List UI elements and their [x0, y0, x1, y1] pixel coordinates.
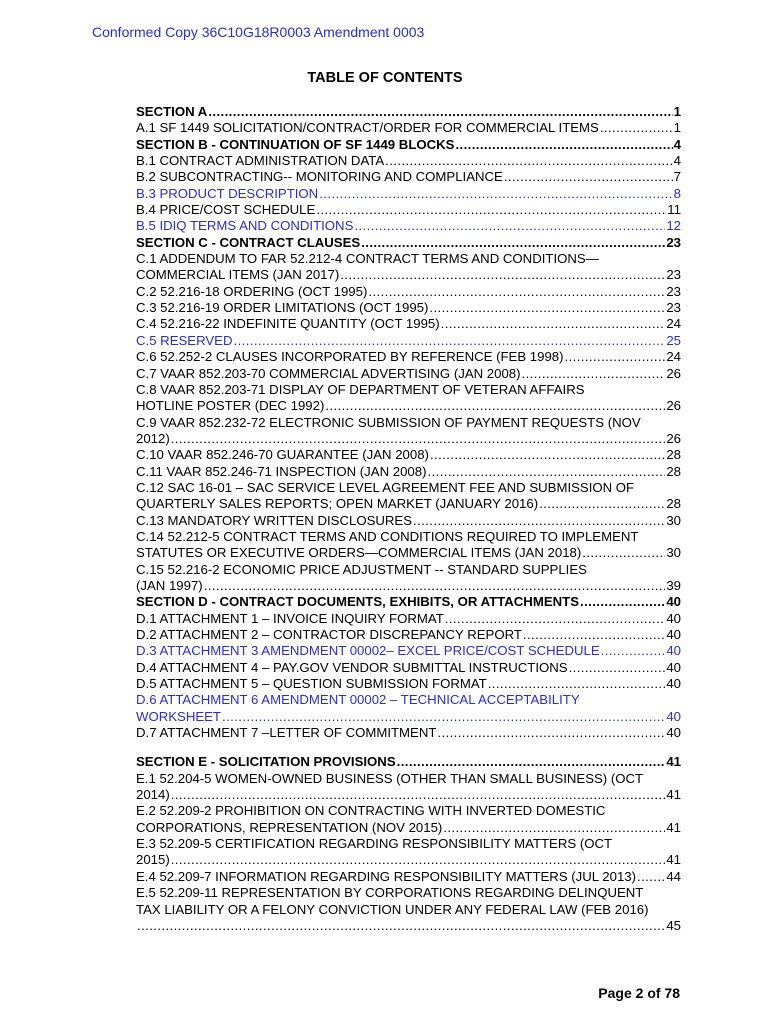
toc-entry[interactable]	[136, 382, 681, 415]
toc-entry[interactable]	[136, 562, 681, 595]
toc-entry[interactable]	[136, 137, 681, 153]
toc-entry-line: E.1 52.204-5 WOMEN-OWNED BUSINESS (OTHER THAN SMALL BUSINESS) (OCT	[136, 770, 644, 786]
toc-entry-line: E.3 52.209-5 CERTIFICATION REGARDING RESPONSIBILITY MATTERS (OCT	[136, 836, 613, 852]
toc-page-number: 30	[666, 512, 681, 528]
toc-page-number: 26	[666, 365, 681, 381]
toc-page-number: 41	[666, 787, 681, 803]
dot-leader	[437, 725, 665, 741]
dot-leader	[637, 869, 665, 885]
toc-entry[interactable]	[136, 447, 681, 463]
toc-entry[interactable]	[136, 643, 681, 659]
toc-entry[interactable]	[136, 284, 681, 300]
toc-page-number: 23	[666, 300, 681, 316]
toc-page-number: 40	[666, 610, 681, 626]
toc-entry-title: C.11 VAAR 852.246-71 INSPECTION (JAN 2008)	[136, 463, 427, 479]
dot-leader	[340, 267, 665, 283]
toc-entry[interactable]	[136, 104, 681, 120]
toc-entry-title: D.2 ATTACHMENT 2 – CONTRACTOR DISCREPANCY REPORT	[136, 627, 522, 642]
toc-page-number: 45	[666, 917, 681, 933]
toc-page-number: 8	[673, 185, 681, 201]
toc-page-number: 24	[666, 349, 681, 365]
toc-page-number: 40	[666, 659, 681, 675]
toc-entry[interactable]	[136, 836, 681, 869]
toc-page-number: 23	[666, 267, 681, 283]
toc-entry[interactable]	[136, 803, 681, 836]
dot-leader	[368, 284, 665, 300]
dot-leader	[565, 349, 666, 365]
toc-entry-title: SECTION D - CONTRACT DOCUMENTS, EXHIBITS, OR ATTACHMENTS	[136, 594, 579, 610]
toc-page-number: 7	[673, 169, 681, 185]
toc-page-number: 30	[666, 545, 681, 561]
dot-leader	[222, 709, 665, 725]
toc-page-number: 40	[666, 725, 681, 741]
dot-leader	[397, 754, 666, 770]
toc-entry-title: B.4 PRICE/COST SCHEDULE	[136, 202, 316, 218]
toc-entry[interactable]	[136, 202, 681, 218]
toc-entry-title: B.1 CONTRACT ADMINISTRATION DATA	[136, 153, 385, 169]
toc-entry-line: C.8 VAAR 852.203-71 DISPLAY OF DEPARTMENT OF VETERAN AFFAIRS	[136, 381, 585, 397]
toc-page-number: 11	[667, 202, 681, 218]
dot-leader	[171, 852, 666, 868]
toc-page-number: 28	[666, 447, 681, 463]
toc-entry-title: E.4 52.209-7 INFORMATION REGARDING RESPONSIBILITY MATTERS (JUL 2013)	[136, 868, 637, 884]
toc-entry[interactable]	[136, 513, 681, 529]
table-of-contents	[136, 104, 681, 934]
toc-entry-title: WORKSHEET	[136, 708, 221, 724]
toc-page-number: 4	[673, 153, 681, 169]
dot-leader	[455, 137, 672, 153]
toc-entry-line: C.9 VAAR 852.232-72 ELECTRONIC SUBMISSION OF PAYMENT REQUESTS (NOV	[136, 414, 641, 430]
toc-entry-title: CORPORATIONS, REPRESENTATION (NOV 2015)	[136, 819, 443, 835]
dot-leader	[443, 820, 665, 836]
toc-page-number: 28	[666, 496, 681, 512]
toc-page-number: 23	[666, 283, 681, 299]
toc-page-number: 25	[666, 332, 681, 348]
toc-entry-title: 2015)	[136, 852, 170, 868]
document-header: Conformed Copy 36C10G18R0003 Amendment 0003	[92, 24, 425, 40]
toc-page-number: 12	[666, 218, 681, 234]
dot-leader	[137, 918, 665, 934]
dot-leader	[488, 676, 666, 692]
toc-entry[interactable]	[136, 529, 681, 562]
dot-leader	[600, 120, 673, 136]
toc-entry-title: C.5 RESERVED	[136, 332, 233, 348]
toc-page-number: 24	[666, 316, 681, 332]
toc-entry[interactable]	[136, 692, 681, 725]
toc-entry-title: C.3 52.216-19 ORDER LIMITATIONS (OCT 1995)	[136, 300, 429, 316]
dot-leader	[523, 627, 665, 643]
toc-entry[interactable]	[136, 366, 681, 382]
toc-page-number: 41	[666, 754, 681, 770]
toc-entry-title: C.4 52.216-22 INDEFINITE QUANTITY (OCT 1995)	[136, 316, 440, 332]
toc-entry-title: QUARTERLY SALES REPORTS; OPEN MARKET (JANUARY 2016)	[136, 496, 539, 512]
toc-page-number: 40	[666, 594, 681, 610]
dot-leader	[316, 202, 666, 218]
toc-entry-title: C.6 52.252-2 CLAUSES INCORPORATED BY REFERENCE (FEB 1998)	[136, 349, 564, 365]
toc-page-number: 1	[673, 120, 681, 136]
toc-entry-title: 2012)	[136, 430, 170, 446]
toc-entry[interactable]	[136, 120, 681, 136]
toc-entry-title: COMMERCIAL ITEMS (JAN 2017)	[136, 267, 340, 283]
toc-entry-line: C.1 ADDENDUM TO FAR 52.212-4 CONTRACT TERMS AND CONDITIONS—	[136, 251, 599, 267]
dot-leader	[171, 787, 666, 803]
toc-page-number: 40	[666, 643, 681, 659]
toc-entry-title: B.2 SUBCONTRACTING-- MONITORING AND COMPLIANCE	[136, 169, 503, 185]
toc-entry-line: C.14 52.212-5 CONTRACT TERMS AND CONDITIONS REQUIRED TO IMPLEMENT	[136, 528, 639, 544]
toc-entry[interactable]	[136, 333, 681, 349]
toc-entry-line: E.5 52.209-11 REPRESENTATION BY CORPORATIONS REGARDING DELINQUENT	[136, 885, 644, 901]
toc-entry-title: D.5 ATTACHMENT 5 – QUESTION SUBMISSION FORMAT	[136, 676, 487, 692]
dot-leader	[319, 186, 672, 202]
toc-entry[interactable]	[136, 316, 681, 332]
toc-entry-title: B.3 PRODUCT DESCRIPTION	[136, 185, 319, 201]
toc-entry-title: C.13 MANDATORY WRITTEN DISCLOSURES	[136, 512, 413, 528]
toc-entry[interactable]	[136, 611, 681, 627]
toc-entry[interactable]	[136, 885, 681, 934]
toc-entry[interactable]	[136, 627, 681, 643]
dot-leader	[522, 366, 666, 382]
dot-leader	[208, 104, 672, 120]
dot-leader	[580, 594, 665, 610]
toc-entry-title: D.7 ATTACHMENT 7 –LETTER OF COMMITMENT	[136, 725, 437, 741]
toc-page-number: 41	[666, 852, 681, 868]
dot-leader	[569, 660, 666, 676]
toc-entry[interactable]	[136, 251, 681, 284]
toc-page-number: 39	[666, 577, 681, 593]
toc-entry-line: E.2 52.209-2 PROHIBITION ON CONTRACTING WITH INVERTED DOMESTIC	[136, 803, 606, 819]
toc-entry-title: STATUTES OR EXECUTIVE ORDERS—COMMERCIAL ITEMS (JAN 2018)	[136, 545, 582, 561]
toc-entry-title: A.1 SF 1449 SOLICITATION/CONTRACT/ORDER FOR COMMERCIAL ITEMS	[136, 120, 599, 136]
dot-leader	[413, 513, 665, 529]
toc-entry[interactable]	[136, 869, 681, 885]
toc-entry[interactable]	[136, 300, 681, 316]
toc-entry-title: C.10 VAAR 852.246-70 GUARANTEE (JAN 2008)	[136, 447, 429, 463]
toc-entry[interactable]	[136, 415, 681, 448]
dot-leader	[430, 447, 665, 463]
toc-entry[interactable]	[136, 235, 681, 251]
dot-leader	[354, 218, 665, 234]
toc-entry-title: SECTION E - SOLICITATION PROVISIONS	[136, 754, 396, 770]
dot-leader	[325, 398, 665, 414]
dot-leader	[385, 153, 673, 169]
page-number: Page 2 of 78	[598, 985, 680, 1001]
toc-entry-line: C.12 SAC 16-01 – SAC SERVICE LEVEL AGREEMENT FEE AND SUBMISSION OF	[136, 479, 635, 495]
toc-page-number: 40	[666, 708, 681, 724]
toc-entry-title: C.2 52.216-18 ORDERING (OCT 1995)	[136, 283, 368, 299]
toc-entry[interactable]	[136, 169, 681, 185]
toc-entry-title: HOTLINE POSTER (DEC 1992)	[136, 398, 325, 414]
toc-entry-title: D.1 ATTACHMENT 1 – INVOICE INQUIRY FORMAT	[136, 610, 444, 626]
toc-entry-title: SECTION A	[136, 104, 208, 119]
toc-page-number: 23	[666, 234, 681, 250]
dot-leader	[429, 300, 665, 316]
toc-page-number: 41	[666, 819, 681, 835]
toc-page-number: 1	[673, 104, 681, 119]
dot-leader	[601, 643, 666, 659]
toc-page-number: 4	[673, 136, 681, 152]
toc-entry[interactable]	[136, 186, 681, 202]
dot-leader	[582, 545, 665, 561]
toc-page-number: 28	[666, 463, 681, 479]
toc-page-number: 40	[666, 676, 681, 692]
toc-entry-title: D.4 ATTACHMENT 4 – PAY.GOV VENDOR SUBMITTAL INSTRUCTIONS	[136, 659, 568, 675]
dot-leader	[539, 496, 665, 512]
toc-entry-title: (JAN 1997)	[136, 577, 203, 593]
toc-entry-title: B.5 IDIQ TERMS AND CONDITIONS	[136, 218, 354, 234]
toc-entry[interactable]	[136, 676, 681, 692]
toc-entry-line: D.6 ATTACHMENT 6 AMENDMENT 00002 – TECHNICAL ACCEPTABILITY	[136, 692, 580, 708]
toc-title: TABLE OF CONTENTS	[307, 70, 463, 86]
toc-entry[interactable]	[136, 771, 681, 804]
toc-page-number: 26	[666, 398, 681, 414]
toc-entry-title: D.3 ATTACHMENT 3 AMENDMENT 00002– EXCEL PRICE/COST SCHEDULE	[136, 643, 600, 659]
toc-entry[interactable]	[136, 153, 681, 169]
toc-entry-title: SECTION C - CONTRACT CLAUSES	[136, 234, 361, 250]
toc-page-number: 40	[666, 627, 681, 642]
dot-leader	[445, 611, 666, 627]
dot-leader	[234, 333, 666, 349]
toc-entry-line: C.15 52.216-2 ECONOMIC PRICE ADJUSTMENT -- STANDARD SUPPLIES	[136, 561, 587, 577]
toc-entry[interactable]	[136, 660, 681, 676]
dot-leader	[361, 235, 665, 251]
dot-leader	[171, 431, 666, 447]
toc-entry[interactable]	[136, 349, 681, 365]
dot-leader	[441, 316, 666, 332]
dot-leader	[204, 578, 666, 594]
dot-leader	[428, 464, 666, 480]
dot-leader	[504, 169, 673, 185]
toc-page-number: 44	[666, 868, 681, 884]
toc-entry[interactable]	[136, 464, 681, 480]
toc-entry[interactable]	[136, 480, 681, 513]
toc-entry-title: 2014)	[136, 787, 170, 803]
toc-entry-title: C.7 VAAR 852.203-70 COMMERCIAL ADVERTISING (JAN 2008)	[136, 365, 521, 381]
toc-entry[interactable]	[136, 725, 681, 741]
toc-entry-line: TAX LIABILITY OR A FELONY CONVICTION UNDER ANY FEDERAL LAW (FEB 2016)	[136, 901, 649, 917]
toc-page-number: 26	[666, 430, 681, 446]
toc-entry[interactable]	[136, 218, 681, 234]
toc-entry[interactable]	[136, 594, 681, 610]
toc-entry-title: SECTION B - CONTINUATION OF SF 1449 BLOCKS	[136, 136, 455, 152]
toc-entry[interactable]	[136, 754, 681, 770]
